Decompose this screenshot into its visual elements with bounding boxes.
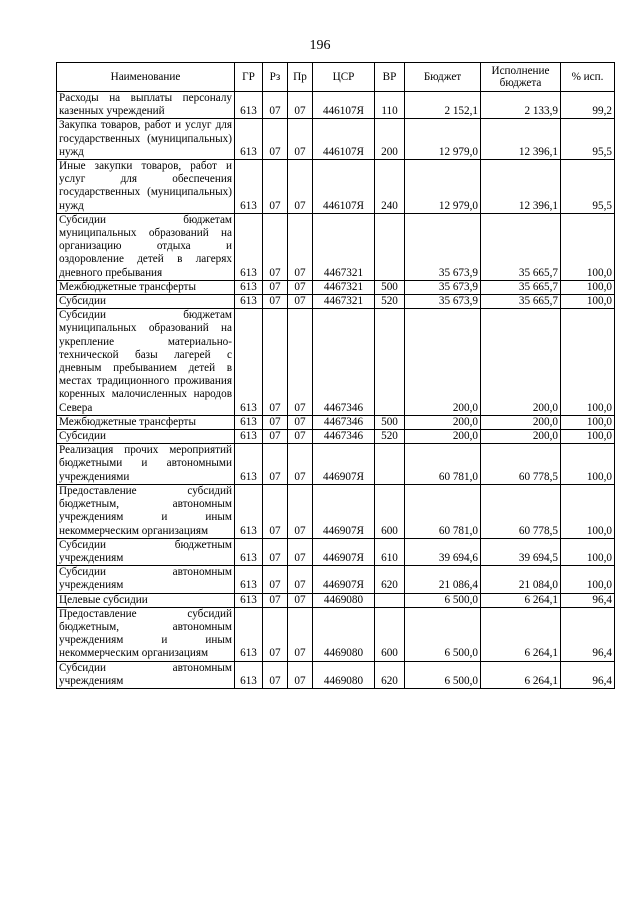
cell-gr: 613	[235, 538, 263, 565]
cell-gr: 613	[235, 280, 263, 294]
cell-csr: 4469080	[313, 593, 375, 607]
cell-execution: 6 264,1	[481, 661, 561, 688]
cell-budget: 12 979,0	[405, 160, 481, 214]
cell-budget: 6 500,0	[405, 607, 481, 661]
cell-execution: 21 084,0	[481, 566, 561, 593]
cell-percent: 100,0	[561, 566, 615, 593]
cell-name: Целевые субсидии	[57, 593, 235, 607]
cell-csr: 4469080	[313, 607, 375, 661]
cell-percent: 100,0	[561, 295, 615, 309]
table-row	[57, 119, 615, 160]
cell-rz: 07	[263, 538, 288, 565]
cell-gr: 613	[235, 661, 263, 688]
header-budget: Бюджет	[405, 63, 481, 92]
cell-percent: 100,0	[561, 309, 615, 416]
cell-vr: 600	[375, 607, 405, 661]
table-row	[57, 295, 615, 309]
cell-execution: 12 396,1	[481, 160, 561, 214]
cell-execution: 6 264,1	[481, 607, 561, 661]
cell-csr: 446107Я	[313, 160, 375, 214]
cell-csr: 4467321	[313, 213, 375, 280]
cell-name: Субсидии автономным учреждениям	[57, 566, 235, 593]
cell-gr: 613	[235, 160, 263, 214]
cell-pr: 07	[288, 280, 313, 294]
cell-gr: 613	[235, 92, 263, 119]
cell-pr: 07	[288, 295, 313, 309]
cell-rz: 07	[263, 593, 288, 607]
cell-percent: 100,0	[561, 484, 615, 538]
cell-csr: 4467346	[313, 415, 375, 429]
cell-name: Предоставление субсидий бюджетным, автономным учреждениям и иным некоммерческим организациям	[57, 607, 235, 661]
cell-budget: 39 694,6	[405, 538, 481, 565]
cell-pr: 07	[288, 593, 313, 607]
cell-name: Предоставление субсидий бюджетным, автономным учреждениям и иным некоммерческим организациям	[57, 484, 235, 538]
header-rz: Рз	[263, 63, 288, 92]
table-header-row	[57, 63, 615, 92]
cell-execution: 35 665,7	[481, 295, 561, 309]
cell-vr: 520	[375, 295, 405, 309]
cell-gr: 613	[235, 415, 263, 429]
cell-pr: 07	[288, 607, 313, 661]
table-row	[57, 661, 615, 688]
header-execution: Исполнение бюджета	[481, 63, 561, 92]
header-gr: ГР	[235, 63, 263, 92]
cell-rz: 07	[263, 119, 288, 160]
cell-execution: 60 778,5	[481, 444, 561, 485]
table-row	[57, 430, 615, 444]
cell-pr: 07	[288, 484, 313, 538]
cell-pr: 07	[288, 430, 313, 444]
cell-execution: 35 665,7	[481, 213, 561, 280]
cell-percent: 99,2	[561, 92, 615, 119]
cell-pr: 07	[288, 160, 313, 214]
budget-table	[56, 62, 615, 689]
cell-rz: 07	[263, 566, 288, 593]
cell-percent: 100,0	[561, 415, 615, 429]
header-name: Наименование	[57, 63, 235, 92]
cell-rz: 07	[263, 280, 288, 294]
cell-name: Субсидии бюджетным учреждениям	[57, 538, 235, 565]
cell-budget: 60 781,0	[405, 484, 481, 538]
cell-gr: 613	[235, 309, 263, 416]
cell-name: Реализация прочих мероприятий бюджетными и автономными учреждениями	[57, 444, 235, 485]
cell-vr: 500	[375, 280, 405, 294]
cell-vr: 520	[375, 430, 405, 444]
cell-name: Субсидии автономным учреждениям	[57, 661, 235, 688]
cell-percent: 96,4	[561, 593, 615, 607]
cell-gr: 613	[235, 213, 263, 280]
table-row	[57, 213, 615, 280]
cell-percent: 100,0	[561, 213, 615, 280]
cell-gr: 613	[235, 295, 263, 309]
cell-execution: 60 778,5	[481, 484, 561, 538]
cell-vr	[375, 593, 405, 607]
table-row	[57, 593, 615, 607]
table-row	[57, 92, 615, 119]
cell-budget: 35 673,9	[405, 280, 481, 294]
cell-rz: 07	[263, 430, 288, 444]
table-row	[57, 538, 615, 565]
cell-gr: 613	[235, 430, 263, 444]
cell-gr: 613	[235, 484, 263, 538]
cell-vr: 240	[375, 160, 405, 214]
cell-budget: 2 152,1	[405, 92, 481, 119]
cell-budget: 35 673,9	[405, 295, 481, 309]
cell-percent: 96,4	[561, 607, 615, 661]
cell-execution: 2 133,9	[481, 92, 561, 119]
cell-csr: 446907Я	[313, 538, 375, 565]
cell-csr: 446907Я	[313, 484, 375, 538]
cell-rz: 07	[263, 160, 288, 214]
cell-budget: 12 979,0	[405, 119, 481, 160]
cell-pr: 07	[288, 444, 313, 485]
cell-rz: 07	[263, 213, 288, 280]
cell-rz: 07	[263, 484, 288, 538]
cell-pr: 07	[288, 566, 313, 593]
cell-csr: 446907Я	[313, 566, 375, 593]
cell-gr: 613	[235, 119, 263, 160]
header-csr: ЦСР	[313, 63, 375, 92]
header-pr: Пр	[288, 63, 313, 92]
cell-gr: 613	[235, 607, 263, 661]
cell-vr: 200	[375, 119, 405, 160]
header-percent: % исп.	[561, 63, 615, 92]
cell-vr: 620	[375, 661, 405, 688]
cell-pr: 07	[288, 538, 313, 565]
cell-budget: 6 500,0	[405, 593, 481, 607]
cell-budget: 200,0	[405, 415, 481, 429]
cell-execution: 35 665,7	[481, 280, 561, 294]
cell-vr: 110	[375, 92, 405, 119]
cell-name: Субсидии бюджетам муниципальных образований на укрепление материально-технической базы лагерей с дневным пребыванием детей в местах традиционного проживания коренных малочисленных народов Севера	[57, 309, 235, 416]
cell-pr: 07	[288, 213, 313, 280]
table-row	[57, 484, 615, 538]
cell-gr: 613	[235, 444, 263, 485]
cell-percent: 100,0	[561, 444, 615, 485]
cell-rz: 07	[263, 92, 288, 119]
table-row	[57, 309, 615, 416]
page-number: 196	[309, 38, 331, 53]
cell-percent: 95,5	[561, 119, 615, 160]
cell-vr: 500	[375, 415, 405, 429]
cell-name: Расходы на выплаты персоналу казенных учреждений	[57, 92, 235, 119]
cell-percent: 100,0	[561, 430, 615, 444]
cell-pr: 07	[288, 309, 313, 416]
cell-percent: 100,0	[561, 538, 615, 565]
table-row	[57, 415, 615, 429]
cell-budget: 200,0	[405, 309, 481, 416]
cell-gr: 613	[235, 593, 263, 607]
cell-pr: 07	[288, 119, 313, 160]
cell-csr: 4467321	[313, 295, 375, 309]
cell-csr: 4469080	[313, 661, 375, 688]
header-vr: ВР	[375, 63, 405, 92]
cell-vr	[375, 309, 405, 416]
cell-pr: 07	[288, 661, 313, 688]
table-row	[57, 607, 615, 661]
cell-percent: 96,4	[561, 661, 615, 688]
cell-rz: 07	[263, 415, 288, 429]
cell-rz: 07	[263, 295, 288, 309]
cell-name: Межбюджетные трансферты	[57, 415, 235, 429]
cell-vr: 620	[375, 566, 405, 593]
cell-budget: 6 500,0	[405, 661, 481, 688]
cell-budget: 200,0	[405, 430, 481, 444]
cell-execution: 39 694,5	[481, 538, 561, 565]
cell-csr: 446907Я	[313, 444, 375, 485]
cell-vr: 600	[375, 484, 405, 538]
cell-percent: 100,0	[561, 280, 615, 294]
table-row	[57, 280, 615, 294]
cell-name: Межбюджетные трансферты	[57, 280, 235, 294]
cell-rz: 07	[263, 607, 288, 661]
cell-execution: 200,0	[481, 309, 561, 416]
cell-percent: 95,5	[561, 160, 615, 214]
cell-gr: 613	[235, 566, 263, 593]
cell-vr	[375, 213, 405, 280]
cell-csr: 4467321	[313, 280, 375, 294]
cell-rz: 07	[263, 444, 288, 485]
cell-name: Субсидии	[57, 295, 235, 309]
cell-csr: 446107Я	[313, 119, 375, 160]
cell-csr: 446107Я	[313, 92, 375, 119]
table-row	[57, 566, 615, 593]
cell-execution: 12 396,1	[481, 119, 561, 160]
cell-execution: 200,0	[481, 415, 561, 429]
cell-vr	[375, 444, 405, 485]
cell-vr: 610	[375, 538, 405, 565]
cell-name: Иные закупки товаров, работ и услуг для обеспечения государственных (муниципальных) нужд	[57, 160, 235, 214]
cell-name: Субсидии бюджетам муниципальных образований на организацию отдыха и оздоровление детей в лагерях дневного пребывания	[57, 213, 235, 280]
cell-execution: 200,0	[481, 430, 561, 444]
cell-budget: 35 673,9	[405, 213, 481, 280]
table-row	[57, 160, 615, 214]
cell-budget: 21 086,4	[405, 566, 481, 593]
cell-execution: 6 264,1	[481, 593, 561, 607]
cell-pr: 07	[288, 415, 313, 429]
cell-csr: 4467346	[313, 430, 375, 444]
cell-name: Закупка товаров, работ и услуг для государственных (муниципальных) нужд	[57, 119, 235, 160]
cell-budget: 60 781,0	[405, 444, 481, 485]
cell-rz: 07	[263, 309, 288, 416]
table-row	[57, 444, 615, 485]
cell-rz: 07	[263, 661, 288, 688]
cell-pr: 07	[288, 92, 313, 119]
cell-csr: 4467346	[313, 309, 375, 416]
cell-name: Субсидии	[57, 430, 235, 444]
